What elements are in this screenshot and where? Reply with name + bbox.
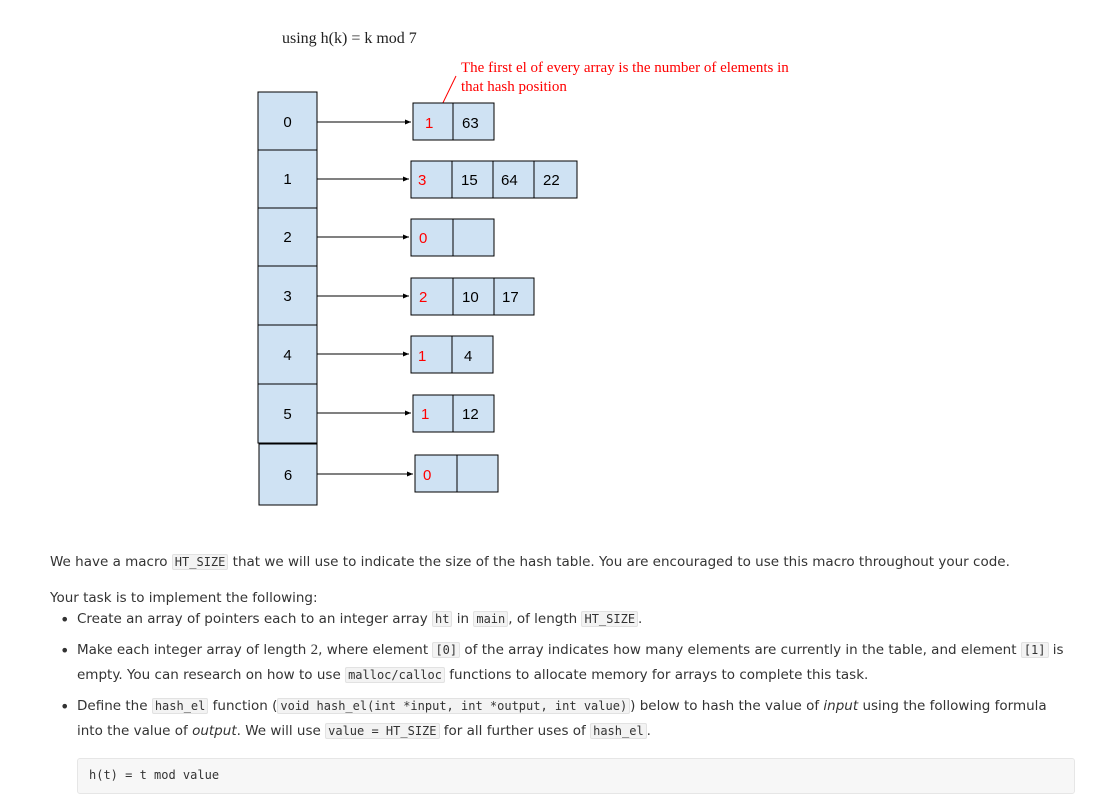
bucket-5-count-cell (413, 395, 453, 432)
slot-label-0: 0 (283, 114, 292, 131)
bucket-4-value-1: 4 (464, 348, 473, 365)
bucket-2-cell-1 (453, 219, 494, 256)
slot-label-4: 4 (283, 347, 292, 364)
ht-code: ht (432, 611, 452, 627)
index-1-code: [1] (1021, 642, 1049, 658)
bucket-0-value-1: 63 (462, 115, 479, 132)
bucket-1-value-3: 22 (543, 172, 560, 189)
bucket-1-value-2: 64 (501, 172, 518, 189)
main-code: main (473, 611, 508, 627)
hash-table-slots (258, 92, 317, 505)
hash-el-signature-code: void hash_el(int *input, int *output, int value) (277, 698, 630, 714)
hash-el-code: hash_el (152, 698, 209, 714)
hash-el-code-2: hash_el (590, 723, 647, 739)
b2-text-d: is empty. You can research on how to use (77, 642, 1064, 683)
task-item-2 (58, 638, 1068, 688)
b2-number: 2 (310, 642, 319, 658)
diagram-caption: using h(k) = k mod 7 (282, 30, 417, 47)
malloc-calloc-code: malloc/calloc (345, 667, 445, 683)
bucket-2-count: 0 (419, 230, 428, 247)
bucket-3-value-2: 17 (502, 289, 519, 306)
bucket-6-count: 0 (423, 467, 432, 484)
task-item-3 (58, 694, 1068, 744)
ht-size-code: HT_SIZE (172, 554, 229, 570)
bucket-4-cell-1 (452, 336, 493, 373)
bucket-1-count: 3 (418, 172, 427, 189)
bucket-0-count: 1 (425, 115, 434, 132)
bucket-3-count-cell (411, 278, 453, 315)
b3-text-e: . We will use (236, 723, 326, 739)
b1-text-c: , of length (508, 611, 582, 627)
b1-text-b: in (452, 611, 474, 627)
input-emphasis: input (823, 698, 859, 714)
task-intro-paragraph: Your task is to implement the following: (50, 589, 318, 606)
b2-text-c: of the array indicates how many elements are currently in the table, and element (460, 642, 1021, 658)
bucket-1-value-1: 15 (461, 172, 478, 189)
bucket-2-count-cell (411, 219, 453, 256)
slot-label-3: 3 (283, 288, 292, 305)
slot-label-6: 6 (283, 467, 293, 484)
annotation-line-2: that hash position (461, 79, 567, 95)
p1-text-b: that we will use to indicate the size of the hash table. You are encouraged to use this macro throughout your code. (228, 553, 1010, 570)
bucket-6-cell-1 (457, 455, 498, 492)
b3-text-c: ) below to hash the value of (630, 698, 824, 714)
index-0-code: [0] (432, 642, 460, 658)
bucket-5-count: 1 (421, 406, 430, 423)
bucket-6-count-cell (415, 455, 457, 492)
bucket-arrays (411, 103, 577, 492)
slot-label-2: 2 (283, 229, 292, 246)
bucket-5-value-1: 12 (462, 406, 479, 423)
b3-text-b: function ( (208, 698, 278, 714)
b3-text-d: using the following formula into the value of (77, 698, 1047, 739)
b3-text-a: Define the (77, 698, 152, 714)
task-item-1 (58, 607, 1068, 632)
p1-text-a: We have a macro (50, 553, 172, 570)
slot-label-5: 5 (283, 406, 292, 423)
macro-paragraph (50, 550, 1080, 575)
b3-text-f: for all further uses of (439, 723, 591, 739)
slot-label-1: 1 (283, 171, 292, 188)
bucket-4-count: 1 (418, 348, 427, 365)
b2-text-e: functions to allocate memory for arrays to complete this task. (444, 667, 869, 683)
task-list (58, 605, 1068, 744)
bucket-3-value-1: 10 (462, 289, 479, 306)
value-assign-code: value = HT_SIZE (325, 723, 439, 739)
b1-text-d: . (638, 611, 643, 627)
b2-text-a: Make each integer array of length (77, 642, 311, 658)
ht-size-code-2: HT_SIZE (581, 611, 638, 627)
b2-text-b: , where element (318, 642, 433, 658)
annotation-line-1: The first el of every array is the number of elements in (461, 60, 789, 76)
bucket-3-count: 2 (419, 289, 428, 306)
output-emphasis: output (192, 723, 237, 739)
b3-text-g: . (646, 723, 651, 739)
b1-text-a: Create an array of pointers each to an integer array (77, 611, 432, 627)
formula-code-block: h(t) = t mod value (77, 758, 1075, 794)
pointer-arrows (317, 122, 413, 474)
